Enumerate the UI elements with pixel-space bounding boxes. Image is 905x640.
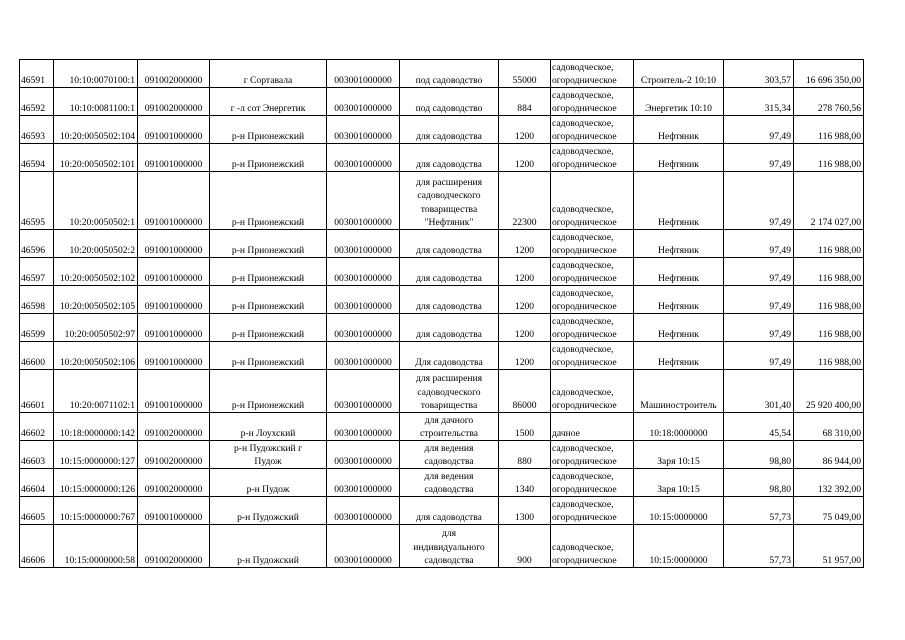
cadastral-value-cell: 116 988,00 <box>794 286 864 314</box>
specific-value-cell: 97,49 <box>724 286 794 314</box>
land-use-type-cell <box>551 314 634 342</box>
location-cell <box>210 230 327 258</box>
cadastral-value-cell: 116 988,00 <box>794 314 864 342</box>
land-use-type-cell <box>551 60 634 88</box>
table-row <box>20 88 864 116</box>
permitted-use-cell <box>400 144 499 172</box>
permitted-use-cell <box>400 314 499 342</box>
cadastral-number-cell: 10:15:0000000:126 <box>54 469 138 497</box>
area-cell: 1200 <box>499 116 551 144</box>
category-code-cell: 003001000000 <box>327 144 400 172</box>
okato-code-cell: 091001000000 <box>138 286 210 314</box>
cell-line: р-н Прионежский <box>231 300 305 312</box>
cell-line: р-н Прионежский <box>231 328 305 340</box>
okato-code-cell: 091001000000 <box>138 314 210 342</box>
cadastral-value-cell: 278 760,56 <box>794 88 864 116</box>
category-code-cell: 003001000000 <box>327 441 400 469</box>
cadastral-number-cell: 10:10:0081100:1 <box>54 88 138 116</box>
valuation-zone-cell: Нефтяник <box>634 172 724 230</box>
location-cell <box>210 116 327 144</box>
table-row <box>20 441 864 469</box>
category-code-cell: 003001000000 <box>327 314 400 342</box>
row-number-cell: 46595 <box>20 172 54 230</box>
location-cell <box>210 469 327 497</box>
cell-line: огородническое <box>552 216 617 228</box>
cell-line: р-н Пудожский г <box>233 442 303 454</box>
okato-code-cell: 091002000000 <box>138 441 210 469</box>
cell-line: садоводческое, <box>552 203 614 215</box>
cell-line: огородническое <box>552 483 617 495</box>
permitted-use-cell <box>400 286 499 314</box>
cadastral-number-cell: 10:10:0070100:1 <box>54 60 138 88</box>
cell-line: р-н Прионежский <box>231 216 305 228</box>
row-number-cell: 46592 <box>20 88 54 116</box>
cadastral-value-cell: 132 392,00 <box>794 469 864 497</box>
row-number-cell: 46591 <box>20 60 54 88</box>
cell-line: для садоводства <box>416 511 482 523</box>
specific-value-cell: 57,73 <box>724 497 794 525</box>
cell-line: для садоводства <box>416 328 482 340</box>
cell-line: р-н Лоухский <box>240 427 296 439</box>
cell-line: р-н Прионежский <box>231 158 305 170</box>
land-use-type-cell <box>551 497 634 525</box>
area-cell: 880 <box>499 441 551 469</box>
land-use-type-cell <box>551 370 634 413</box>
specific-value-cell: 315,34 <box>724 88 794 116</box>
row-number-cell: 46606 <box>20 525 54 568</box>
land-use-type-cell <box>551 116 634 144</box>
row-number-cell: 46602 <box>20 413 54 441</box>
cell-line: огородническое <box>552 455 617 467</box>
cell-line: для дачного <box>424 414 474 426</box>
cadastral-value-cell: 16 696 350,00 <box>794 60 864 88</box>
cell-line: р-н Прионежский <box>231 356 305 368</box>
cell-line: р-н Прионежский <box>231 130 305 142</box>
cell-line: под садоводство <box>415 102 483 114</box>
specific-value-cell: 97,49 <box>724 314 794 342</box>
table-row <box>20 497 864 525</box>
cadastral-number-cell: 10:18:0000000:142 <box>54 413 138 441</box>
valuation-zone-cell: Нефтяник <box>634 144 724 172</box>
okato-code-cell: 091001000000 <box>138 370 210 413</box>
cell-line: р-н Прионежский <box>231 272 305 284</box>
cell-line: садоводческое, <box>552 386 614 398</box>
specific-value-cell: 45,54 <box>724 413 794 441</box>
cadastral-value-cell: 51 957,00 <box>794 525 864 568</box>
location-cell <box>210 441 327 469</box>
cadastral-number-cell: 10:20:0050502:104 <box>54 116 138 144</box>
specific-value-cell: 97,49 <box>724 342 794 370</box>
cell-line: для расширения <box>415 177 483 189</box>
cell-line: для садоводства <box>416 130 482 142</box>
cell-line: огородническое <box>552 74 617 86</box>
cell-line: строительства <box>419 427 479 439</box>
cell-line: огородническое <box>552 328 617 340</box>
row-number-cell: 46596 <box>20 230 54 258</box>
permitted-use-cell <box>400 370 499 413</box>
permitted-use-cell <box>400 60 499 88</box>
cell-line: для садоводства <box>416 272 482 284</box>
cell-line: р-н Прионежский <box>231 244 305 256</box>
table-row <box>20 60 864 88</box>
location-cell <box>210 286 327 314</box>
land-use-type-cell <box>551 172 634 230</box>
table-row <box>20 116 864 144</box>
cell-line: г Сортавала <box>243 74 293 86</box>
valuation-zone-cell: 10:18:0000000 <box>634 413 724 441</box>
table-row <box>20 525 864 568</box>
specific-value-cell: 98,80 <box>724 441 794 469</box>
cell-line: садоводческое, <box>552 315 614 327</box>
permitted-use-cell <box>400 342 499 370</box>
land-use-type-cell <box>551 230 634 258</box>
cadastral-number-cell: 10:15:0000000:58 <box>54 525 138 568</box>
cell-line: дачное <box>552 427 580 439</box>
valuation-zone-cell: Нефтяник <box>634 230 724 258</box>
location-cell <box>210 172 327 230</box>
cell-line: садоводческое, <box>552 343 614 355</box>
specific-value-cell: 97,49 <box>724 144 794 172</box>
area-cell: 86000 <box>499 370 551 413</box>
cell-line: для ведения <box>424 470 474 482</box>
category-code-cell: 003001000000 <box>327 370 400 413</box>
cell-line: для ведения <box>424 442 474 454</box>
row-number-cell: 46601 <box>20 370 54 413</box>
row-number-cell: 46600 <box>20 342 54 370</box>
cell-line: садоводческого <box>417 386 481 398</box>
cell-line: садоводческое, <box>552 117 614 129</box>
valuation-zone-cell: Нефтяник <box>634 342 724 370</box>
permitted-use-cell <box>400 525 499 568</box>
valuation-zone-cell: Нефтяник <box>634 258 724 286</box>
area-cell: 1200 <box>499 342 551 370</box>
table-row <box>20 342 864 370</box>
cadastral-value-cell: 2 174 027,00 <box>794 172 864 230</box>
land-registry-table <box>19 59 864 568</box>
cadastral-number-cell: 10:20:0050502:97 <box>54 314 138 342</box>
permitted-use-cell <box>400 413 499 441</box>
category-code-cell: 003001000000 <box>327 286 400 314</box>
land-use-type-cell <box>551 144 634 172</box>
cell-line: садоводства <box>424 483 474 495</box>
row-number-cell: 46598 <box>20 286 54 314</box>
area-cell: 1200 <box>499 258 551 286</box>
cell-line: садоводческого <box>417 190 481 202</box>
okato-code-cell: 091001000000 <box>138 172 210 230</box>
row-number-cell: 46593 <box>20 116 54 144</box>
area-cell: 884 <box>499 88 551 116</box>
row-number-cell: 46605 <box>20 497 54 525</box>
specific-value-cell: 97,49 <box>724 230 794 258</box>
okato-code-cell: 091002000000 <box>138 469 210 497</box>
location-cell <box>210 497 327 525</box>
cell-line: индивидуального <box>413 541 485 553</box>
okato-code-cell: 091001000000 <box>138 258 210 286</box>
area-cell: 22300 <box>499 172 551 230</box>
cadastral-value-cell: 86 944,00 <box>794 441 864 469</box>
okato-code-cell: 091001000000 <box>138 230 210 258</box>
cadastral-number-cell: 10:20:0050502:2 <box>54 230 138 258</box>
specific-value-cell: 57,73 <box>724 525 794 568</box>
cell-line: садоводства <box>424 455 474 467</box>
cell-line: садоводства <box>424 554 474 566</box>
permitted-use-cell <box>400 469 499 497</box>
valuation-zone-cell: Нефтяник <box>634 116 724 144</box>
land-use-type-cell <box>551 525 634 568</box>
valuation-zone-cell: Нефтяник <box>634 314 724 342</box>
specific-value-cell: 97,49 <box>724 116 794 144</box>
cadastral-value-cell: 75 049,00 <box>794 497 864 525</box>
cell-line: садоводческое, <box>552 259 614 271</box>
specific-value-cell: 97,49 <box>724 172 794 230</box>
location-cell <box>210 413 327 441</box>
okato-code-cell: 091002000000 <box>138 88 210 116</box>
area-cell: 1200 <box>499 286 551 314</box>
cadastral-value-cell: 116 988,00 <box>794 116 864 144</box>
cadastral-value-cell: 68 310,00 <box>794 413 864 441</box>
category-code-cell: 003001000000 <box>327 525 400 568</box>
table-row <box>20 286 864 314</box>
table-row <box>20 314 864 342</box>
specific-value-cell: 301,40 <box>724 370 794 413</box>
okato-code-cell: 091002000000 <box>138 525 210 568</box>
area-cell: 1500 <box>499 413 551 441</box>
specific-value-cell: 97,49 <box>724 258 794 286</box>
row-number-cell: 46594 <box>20 144 54 172</box>
cell-line: огородническое <box>552 130 617 142</box>
area-cell: 55000 <box>499 60 551 88</box>
cadastral-number-cell: 10:20:0050502:101 <box>54 144 138 172</box>
category-code-cell: 003001000000 <box>327 88 400 116</box>
specific-value-cell: 303,57 <box>724 60 794 88</box>
okato-code-cell: 091001000000 <box>138 144 210 172</box>
cell-line: под садоводство <box>415 74 483 86</box>
land-use-type-cell <box>551 258 634 286</box>
cell-line: садоводческое, <box>552 442 614 454</box>
category-code-cell: 003001000000 <box>327 258 400 286</box>
location-cell <box>210 342 327 370</box>
valuation-zone-cell: 10:15:0000000 <box>634 525 724 568</box>
category-code-cell: 003001000000 <box>327 60 400 88</box>
cell-line: садоводческое, <box>552 89 614 101</box>
okato-code-cell: 091001000000 <box>138 116 210 144</box>
cell-line: садоводческое, <box>552 61 614 73</box>
table-row <box>20 144 864 172</box>
table-row <box>20 469 864 497</box>
category-code-cell: 003001000000 <box>327 413 400 441</box>
cell-line: Для садоводства <box>415 356 483 368</box>
okato-code-cell: 091002000000 <box>138 413 210 441</box>
cadastral-value-cell: 25 920 400,00 <box>794 370 864 413</box>
location-cell <box>210 258 327 286</box>
cadastral-number-cell: 10:20:0050502:1 <box>54 172 138 230</box>
area-cell: 1200 <box>499 144 551 172</box>
land-use-type-cell <box>551 413 634 441</box>
cell-line: товарищества <box>420 203 478 215</box>
valuation-zone-cell: Заря 10:15 <box>634 469 724 497</box>
valuation-zone-cell: Энергетик 10:10 <box>634 88 724 116</box>
cell-line: р-н Пудожский <box>237 554 299 566</box>
okato-code-cell: 091002000000 <box>138 60 210 88</box>
location-cell <box>210 88 327 116</box>
cell-line: садоводческое, <box>552 498 614 510</box>
cadastral-value-cell: 116 988,00 <box>794 342 864 370</box>
cell-line: садоводческое, <box>552 231 614 243</box>
permitted-use-cell <box>400 258 499 286</box>
location-cell <box>210 525 327 568</box>
area-cell: 1300 <box>499 497 551 525</box>
category-code-cell: 003001000000 <box>327 172 400 230</box>
row-number-cell: 46603 <box>20 441 54 469</box>
table-body <box>20 60 864 568</box>
category-code-cell: 003001000000 <box>327 116 400 144</box>
cell-line: р-н Пудож <box>246 483 290 495</box>
cadastral-number-cell: 10:15:0000000:127 <box>54 441 138 469</box>
cadastral-number-cell: 10:20:0050502:102 <box>54 258 138 286</box>
location-cell <box>210 370 327 413</box>
land-use-type-cell <box>551 342 634 370</box>
cell-line: огородническое <box>552 399 617 411</box>
table-row <box>20 413 864 441</box>
cell-line: Пудож <box>254 455 282 467</box>
permitted-use-cell <box>400 88 499 116</box>
cell-line: для <box>441 528 457 540</box>
cell-line: огородническое <box>552 356 617 368</box>
row-number-cell: 46604 <box>20 469 54 497</box>
area-cell: 1340 <box>499 469 551 497</box>
category-code-cell: 003001000000 <box>327 497 400 525</box>
cell-line: садоводческое, <box>552 145 614 157</box>
row-number-cell: 46597 <box>20 258 54 286</box>
cadastral-number-cell: 10:20:0050502:106 <box>54 342 138 370</box>
cell-line: огородническое <box>552 300 617 312</box>
cell-line: для садоводства <box>416 244 482 256</box>
valuation-zone-cell: Заря 10:15 <box>634 441 724 469</box>
table-row <box>20 370 864 413</box>
table-row <box>20 258 864 286</box>
land-use-type-cell <box>551 441 634 469</box>
land-use-type-cell <box>551 88 634 116</box>
cell-line: для расширения <box>415 373 483 385</box>
cell-line: р-н Прионежский <box>231 399 305 411</box>
land-use-type-cell <box>551 469 634 497</box>
okato-code-cell: 091001000000 <box>138 342 210 370</box>
valuation-zone-cell: Строитель-2 10:10 <box>634 60 724 88</box>
permitted-use-cell <box>400 441 499 469</box>
cadastral-value-cell: 116 988,00 <box>794 230 864 258</box>
table-row <box>20 230 864 258</box>
land-use-type-cell <box>551 286 634 314</box>
area-cell: 1200 <box>499 314 551 342</box>
cell-line: г -л сот Энергетик <box>230 102 306 114</box>
permitted-use-cell <box>400 230 499 258</box>
cadastral-number-cell: 10:20:0050502:105 <box>54 286 138 314</box>
row-number-cell: 46599 <box>20 314 54 342</box>
cell-line: огородническое <box>552 272 617 284</box>
cadastral-value-cell: 116 988,00 <box>794 144 864 172</box>
location-cell <box>210 60 327 88</box>
specific-value-cell: 98,80 <box>724 469 794 497</box>
area-cell: 900 <box>499 525 551 568</box>
cadastral-number-cell: 10:20:0071102:1 <box>54 370 138 413</box>
permitted-use-cell <box>400 497 499 525</box>
valuation-zone-cell: Нефтяник <box>634 286 724 314</box>
cell-line: садоводческое, <box>552 470 614 482</box>
valuation-zone-cell: Машиностроитель <box>634 370 724 413</box>
cell-line: для садоводства <box>416 300 482 312</box>
location-cell <box>210 314 327 342</box>
table-row <box>20 172 864 230</box>
category-code-cell: 003001000000 <box>327 342 400 370</box>
okato-code-cell: 091001000000 <box>138 497 210 525</box>
cadastral-value-cell: 116 988,00 <box>794 258 864 286</box>
cell-line: огородническое <box>552 158 617 170</box>
permitted-use-cell <box>400 116 499 144</box>
cell-line: р-н Пудожский <box>237 511 299 523</box>
cell-line: огородническое <box>552 554 617 566</box>
category-code-cell: 003001000000 <box>327 230 400 258</box>
cell-line: огородническое <box>552 244 617 256</box>
cell-line: для садоводства <box>416 158 482 170</box>
cell-line: товарищества <box>420 399 478 411</box>
area-cell: 1200 <box>499 230 551 258</box>
category-code-cell: 003001000000 <box>327 469 400 497</box>
cell-line: садоводческое, <box>552 541 614 553</box>
cell-line: огородническое <box>552 102 617 114</box>
valuation-zone-cell: 10:15:0000000 <box>634 497 724 525</box>
location-cell <box>210 144 327 172</box>
cell-line: садоводческое, <box>552 287 614 299</box>
permitted-use-cell <box>400 172 499 230</box>
cell-line: "Нефтяник" <box>424 216 474 228</box>
cell-line: огородническое <box>552 511 617 523</box>
cadastral-number-cell: 10:15:0000000:767 <box>54 497 138 525</box>
